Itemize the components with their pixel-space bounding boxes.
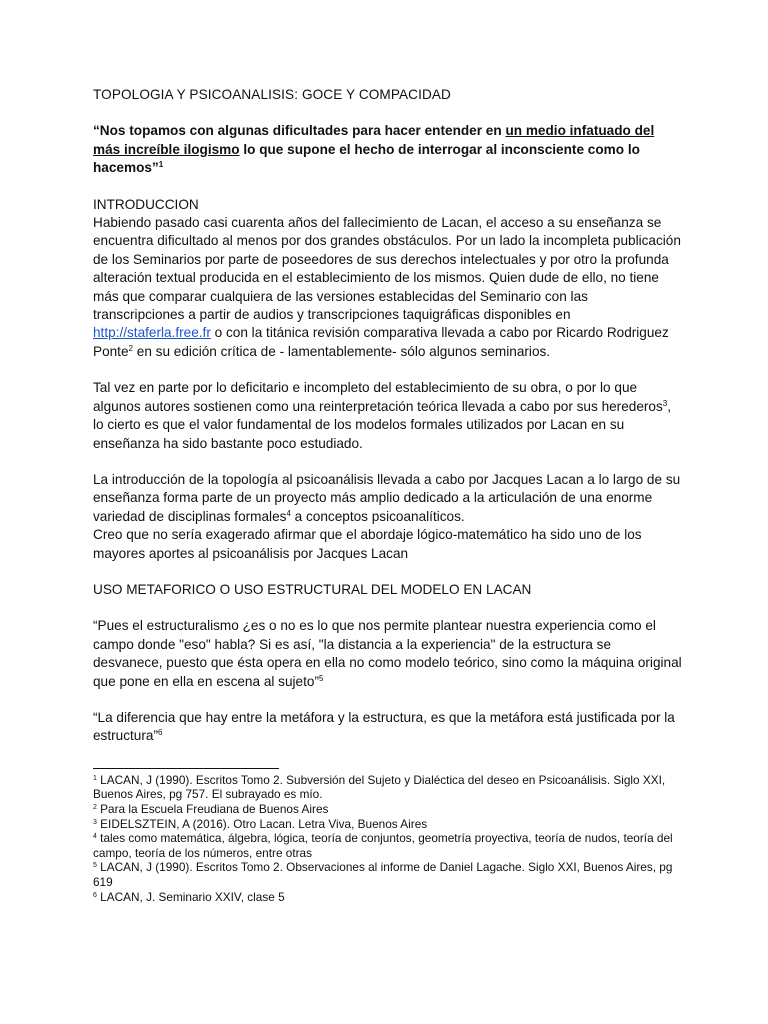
footnote-6 xyxy=(93,890,683,905)
footnote-ref-2[interactable]: 2 xyxy=(128,343,133,353)
footnote-5 xyxy=(93,860,683,889)
section2-quote-2-text: “La diferencia que hay entre la metáfora y la estructura, es que la metáfora está justificada por la estructura” xyxy=(93,709,675,744)
epigraph-quote xyxy=(93,122,683,177)
footnote-6-text: LACAN, J. Seminario XXIV, clase 5 xyxy=(96,889,285,904)
section-heading-uso-metaforico: USO METAFORICO O USO ESTRUCTURAL DEL MODELO EN LACAN xyxy=(93,581,532,597)
intro-p1-text-c: en su edición crítica de - lamentablemente- sólo algunos seminarios. xyxy=(132,343,551,359)
intro-p2-text-b: , lo cierto es que el valor fundamental de los modelos formales utilizados por Lacan en su enseñanza ha sido bastante poco estudiado. xyxy=(93,398,672,451)
footnote-2-number: 2 xyxy=(93,803,97,811)
intro-paragraph-3 xyxy=(93,471,683,526)
intro-p3-text-a: La introducción de la topología al psicoanálisis llevada a cabo por Jacques Lacan a lo largo de su enseñanza forma parte de un proyecto más amplio dedicado a la articulación de una enorme variedad de disciplinas formales xyxy=(93,471,681,524)
footnote-6-number: 6 xyxy=(93,891,97,899)
footnote-1 xyxy=(93,773,683,802)
intro-p3-text-b: a conceptos psicoanalíticos. xyxy=(290,508,465,524)
section2-quote-1-text: “Pues el estructuralismo ¿es o no es lo que nos permite plantear nuestra experiencia como el campo donde "eso" habla? Si es así, "la distancia a la experiencia" de la estructura se desvanece, puesto que ésta opera en ella no como modelo teórico, sino como la máquina original que pone en ella en escena al sujeto” xyxy=(93,618,682,689)
section-heading-introduccion: INTRODUCCION xyxy=(93,196,199,212)
footnote-1-number: 1 xyxy=(93,774,97,782)
epigraph-text-2: lo que supone el hecho de interrogar al inconsciente como lo hacemos” xyxy=(93,141,640,176)
intro-paragraph-2 xyxy=(93,379,683,453)
footnote-2-text: Para la Escuela Freudiana de Buenos Aires xyxy=(96,801,329,816)
footnote-4 xyxy=(93,831,683,860)
footnote-ref-1[interactable]: 1 xyxy=(158,160,164,170)
staferla-link[interactable]: http://staferla.free.fr xyxy=(93,325,211,341)
epigraph-underlined: un medio infatuado del más increíble ilogismo xyxy=(93,123,655,157)
intro-p1-text-b: o con la titánica revisión comparativa llevada a cabo por Ricardo Rodriguez Ponte xyxy=(93,325,669,359)
document-page xyxy=(93,86,683,904)
intro-p2-text-a: Tal vez en parte por lo deficitario e incompleto del establecimiento de su obra, o por lo que algunos autores sostienen como una reinterpretación teórica llevada a cabo por sus herederos xyxy=(93,380,663,414)
document-title: TOPOLOGIA Y PSICOANALISIS: GOCE Y COMPACIDAD xyxy=(93,87,451,102)
intro-paragraph-4: Creo que no sería exagerado afirmar que el abordaje lógico-matemático ha sido uno de los mayores aportes al psicoanálisis por Jacques Lacan xyxy=(93,527,642,561)
footnote-separator xyxy=(93,768,279,769)
footnote-2 xyxy=(93,802,683,817)
footnote-1-text: LACAN, J (1990). Escritos Tomo 2. Subversión del Sujeto y Dialéctica del deseo en Psicoanálisis. Siglo XXI, Buenos Aires, pg 757. El subrayado es mío. xyxy=(93,772,666,802)
intro-paragraph-1 xyxy=(93,214,683,361)
footnote-3-number: 3 xyxy=(93,818,97,826)
intro-p1-text-a: Habiendo pasado casi cuarenta años del fallecimiento de Lacan, el acceso a su enseñanza se encuentra dificultado al menos por dos grandes obstáculos. Por un lado la incompleta publicación de los Seminarios por parte de poseedores de sus derechos intelectuales y por otro la profunda alteración textual producida en el establecimiento de los mismos. Quien dude de ello, no tiene más que comparar cualquiera de las versiones establecidas del Seminario con las transcripciones a partir de audios y transcripciones taquigráficas disponibles en xyxy=(93,215,681,323)
section2-quote-2 xyxy=(93,709,683,746)
footnote-ref-6[interactable]: 6 xyxy=(157,728,163,738)
footnote-3 xyxy=(93,817,683,832)
footnote-ref-3[interactable]: 3 xyxy=(662,398,668,408)
epigraph-text-1: “Nos topamos con algunas dificultades para hacer entender en xyxy=(93,123,506,139)
footnote-5-text: LACAN, J (1990). Escritos Tomo 2. Observaciones al informe de Daniel Lagache. Siglo XXI, Buenos Aires, pg 619 xyxy=(93,860,673,889)
section2-quote-1 xyxy=(93,617,683,691)
footnote-4-text: tales como matemática, álgebra, lógica, teoría de conjuntos, geometría proyectiva, teoría de nudos, teoría del campo, teoría de los números, entre otras xyxy=(93,831,673,860)
footnote-ref-5[interactable]: 5 xyxy=(318,673,324,683)
footnote-ref-4[interactable]: 4 xyxy=(286,508,291,518)
footnotes xyxy=(93,773,683,904)
footnote-4-number: 4 xyxy=(93,833,97,841)
footnote-3-text: EIDELSZTEIN, A (2016). Otro Lacan. Letra Viva, Buenos Aires xyxy=(96,816,428,831)
footnote-5-number: 5 xyxy=(93,862,97,870)
